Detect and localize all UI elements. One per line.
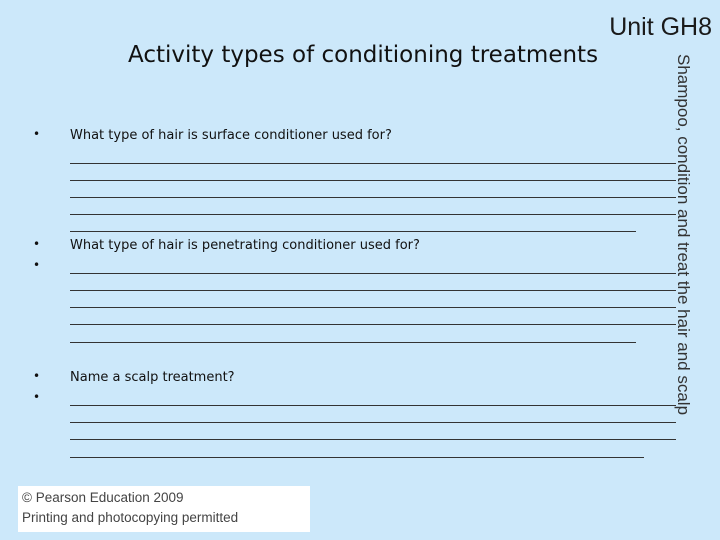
answer-line[interactable] [70, 180, 676, 181]
question-penetrating-conditioner: What type of hair is penetrating conditioner used for? [70, 238, 420, 253]
unit-label: Unit GH8 [609, 13, 712, 41]
bullet: • [33, 390, 41, 404]
bullet: • [33, 258, 41, 272]
answer-line[interactable] [70, 197, 676, 198]
copyright-line: © Pearson Education 2009 [22, 490, 184, 505]
answer-line[interactable] [70, 405, 676, 406]
answer-line[interactable] [70, 422, 676, 423]
answer-line[interactable] [70, 163, 676, 164]
bullet: • [33, 369, 41, 383]
side-caption: Shampoo, condition and treat the hair and scalp [674, 54, 693, 416]
bullet: • [33, 237, 41, 251]
bullet: • [33, 127, 41, 141]
permission-line: Printing and photocopying permitted [22, 510, 239, 525]
answer-line[interactable] [70, 290, 676, 291]
page-title: Activity types of conditioning treatments [128, 42, 599, 68]
answer-line[interactable] [70, 457, 644, 458]
answer-line[interactable] [70, 231, 636, 232]
answer-line[interactable] [70, 439, 676, 440]
answer-line[interactable] [70, 307, 676, 308]
answer-line[interactable] [70, 342, 636, 343]
question-surface-conditioner: What type of hair is surface conditioner used for? [70, 128, 392, 143]
question-scalp-treatment: Name a scalp treatment? [70, 370, 235, 385]
answer-line[interactable] [70, 324, 676, 325]
answer-line[interactable] [70, 214, 676, 215]
answer-line[interactable] [70, 273, 676, 274]
copyright-box [18, 486, 310, 532]
